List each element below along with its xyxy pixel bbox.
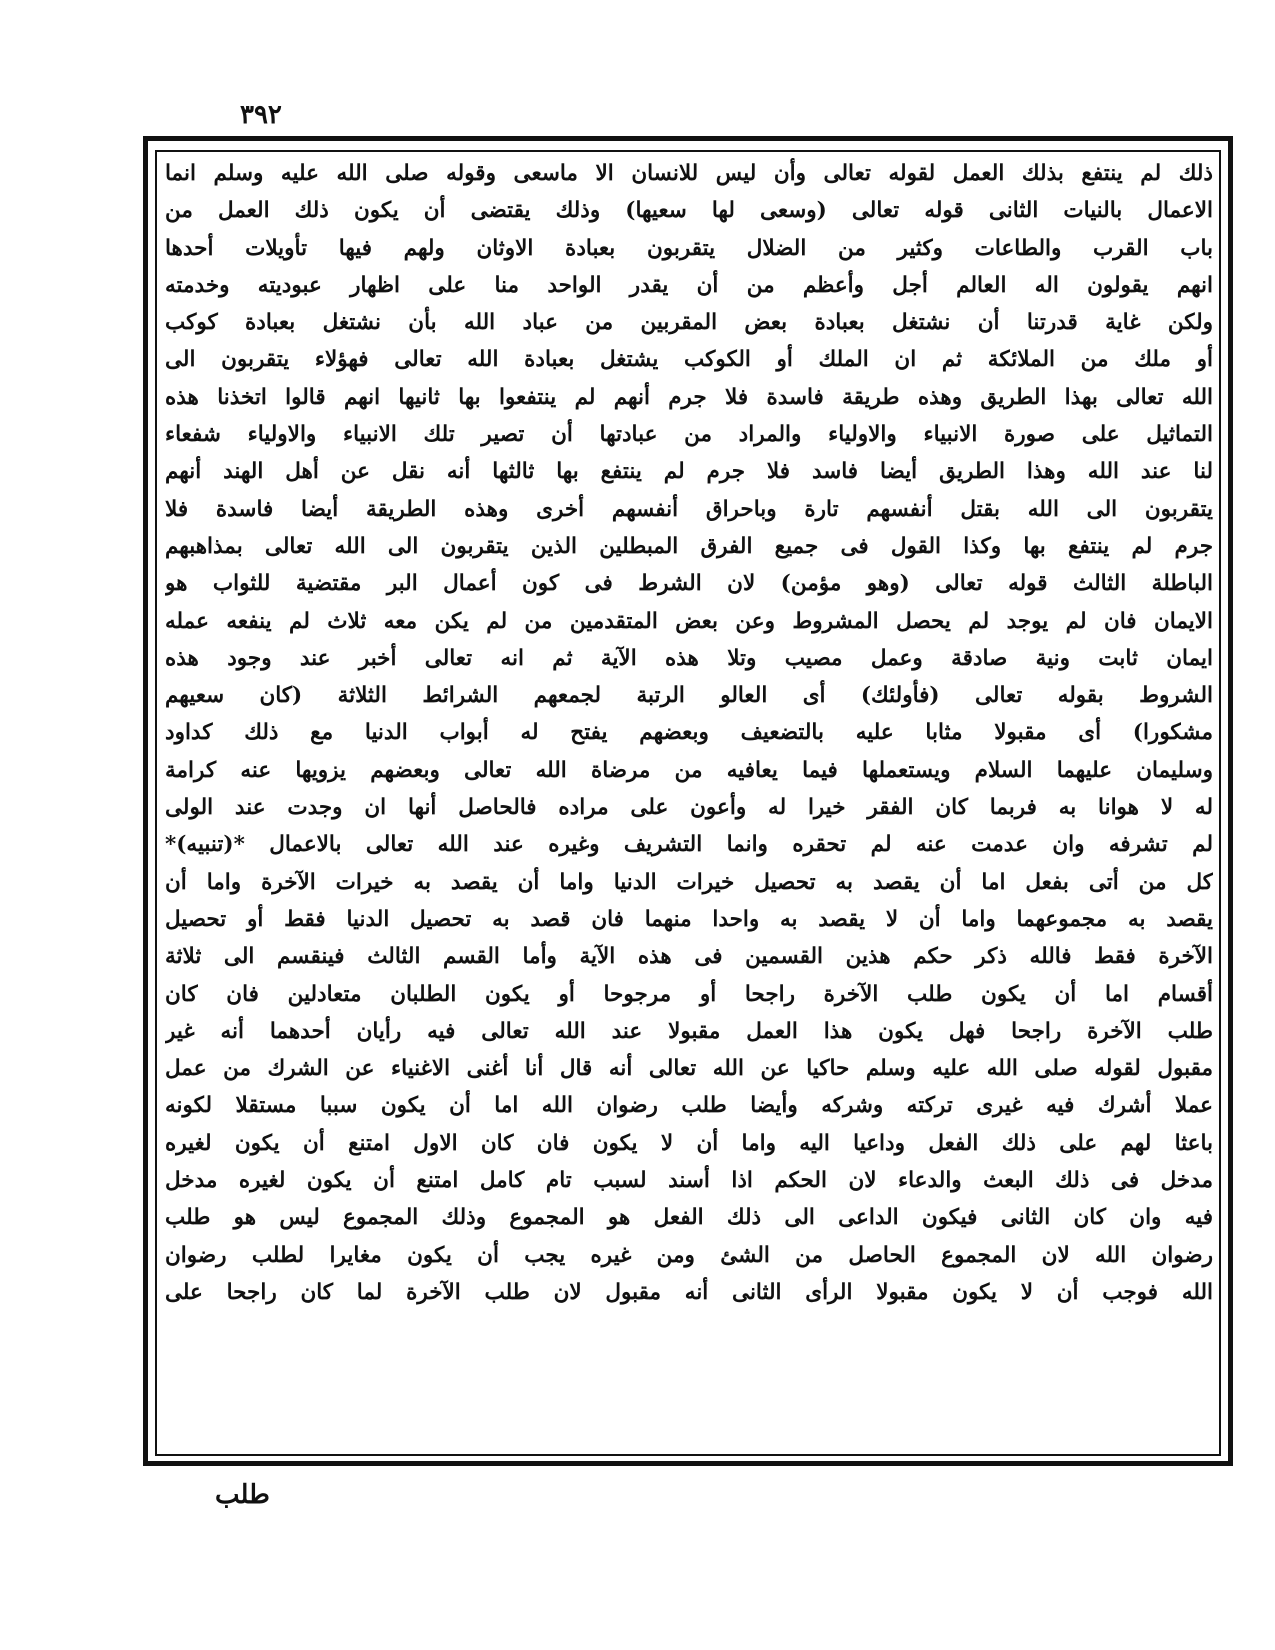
catchword: طلب — [215, 1480, 270, 1510]
text-line: الله فوجب أن لا يكون مقبولا الرأى الثانى أنه مقبول لان طلب الآخرة لما كان راجحا على — [165, 1279, 1213, 1305]
text-line: الايمان فان لم يوجد لم يحصل المشروط وعن بعض المتقدمين من لم يكن معه ثلاث لم ينفعه عمله — [165, 608, 1213, 634]
text-line: كل من أتى بفعل اما أن يقصد به تحصيل خيرات الدنيا واما أن يقصد به خيرات الآخرة واما أن — [165, 869, 1213, 895]
text-line: جرم لم ينتفع بها وكذا القول فى جميع الفرق المبطلين الذين يتقربون الى الله تعالى بمذاهبهم — [165, 533, 1213, 559]
text-line: مدخل فى ذلك البعث والدعاء لان الحكم اذا أسند لسبب تام كامل امتنع أن يكون لغيره مدخل — [165, 1168, 1213, 1194]
text-line: رضوان الله لان المجموع الحاصل من الشئ ومن غيره يجب أن يكون مغايرا لطلب رضوان — [165, 1242, 1213, 1268]
text-line: باعثا لهم على ذلك الفعل وداعيا اليه واما أن لا يكون فان كان الاول امتنع أن يكون لغيره — [165, 1130, 1213, 1156]
text-line: التماثيل على صورة الانبياء والاولياء والمراد من عبادتها أن تصير تلك الانبياء والاولياء شفعاء — [165, 422, 1213, 448]
text-line: الباطلة الثالث قوله تعالى (وهو مؤمن) لان الشرط فى كون أعمال البر مقتضية للثواب هو — [165, 571, 1213, 597]
text-line: الآخرة فقط فالله ذكر حكم هذين القسمين فى هذه الآية وأما القسم الثالث فينقسم الى ثلاثة — [165, 944, 1213, 970]
text-line: مشكورا) أى مقبولا مثابا عليه بالتضعيف وبعضهم يفتح له أبواب الدنيا مع ذلك كداود — [165, 720, 1213, 746]
text-line: له لا هوانا به فربما كان الفقر خيرا له وأعون على مراده فالحاصل أنها ان وجدت عند الولى — [165, 795, 1213, 821]
text-line: وسليمان عليهما السلام ويستعملها فيما يعافيه من مرضاة الله تعالى وبعضهم يزويها عنه كرامة — [165, 757, 1213, 783]
text-line: فيه وان كان الثانى فيكون الداعى الى ذلك الفعل هو المجموع وذلك المجموع ليس هو طلب — [165, 1205, 1213, 1231]
text-line: الله تعالى بهذا الطريق وهذه طريقة فاسدة فلا جرم أنهم لم ينتفعوا بها ثانيها انهم قالوا اتخذنا هذه — [165, 384, 1213, 410]
text-line: أقسام اما أن يكون طلب الآخرة راجحا أو مرجوحا أو يكون الطلبان متعادلين فان كان — [165, 981, 1213, 1007]
body-text — [165, 155, 1213, 1311]
page-number: ٣٩٢ — [240, 100, 282, 130]
text-line: مقبول لقوله صلى الله عليه وسلم حاكيا عن الله تعالى أنه قال أنا أغنى الاغنياء عن الشرك من عمل — [165, 1056, 1213, 1082]
text-line: انهم يقولون اله العالم أجل وأعظم من أن يقدر الواحد منا على اظهار عبوديته وخدمته — [165, 272, 1213, 298]
text-line: الاعمال بالنيات الثانى قوله تعالى (وسعى لها سعيها) وذلك يقتضى أن يكون ذلك العمل من — [165, 198, 1213, 224]
text-line: عملا أشرك فيه غيرى تركته وشركه وأيضا طلب رضوان الله اما أن يكون سببا مستقلا لكونه — [165, 1093, 1213, 1119]
text-line: ايمان ثابت ونية صادقة وعمل مصيب وتلا هذه الآية ثم انه تعالى أخبر عند وجود هذه — [165, 645, 1213, 671]
text-line: يتقربون الى الله بقتل أنفسهم تارة وباحراق أنفسهم أخرى وهذه الطريقة أيضا فاسدة فلا — [165, 496, 1213, 522]
inner-frame — [155, 150, 1221, 1456]
text-line: ذلك لم ينتفع بذلك العمل لقوله تعالى وأن ليس للانسان الا ماسعى وقوله صلى الله عليه وسلم انما — [165, 161, 1213, 186]
text-line: أو ملك من الملائكة ثم ان الملك أو الكوكب يشتغل بعبادة الله تعالى فهؤلاء يتقربون الى — [165, 347, 1213, 373]
text-line: ولكن غاية قدرتنا أن نشتغل بعبادة بعض المقربين من عباد الله بأن نشتغل بعبادة كوكب — [165, 310, 1213, 336]
text-line: الشروط بقوله تعالى (فأولئك) أى العالو الرتبة لجمعهم الشرائط الثلاثة (كان سعيهم — [165, 683, 1213, 709]
text-line: لم تشرفه وان عدمت عنه لم تحقره وانما التشريف وغيره عند الله تعالى بالاعمال *(تنبيه)* — [165, 832, 1213, 858]
text-line: طلب الآخرة راجحا فهل يكون هذا العمل مقبولا عند الله تعالى فيه رأيان أحدهما أنه غير — [165, 1018, 1213, 1044]
text-line: يقصد به مجموعهما واما أن لا يقصد به واحدا منهما فان قصد به تحصيل الدنيا فقط أو تحصيل — [165, 906, 1213, 932]
text-line: باب القرب والطاعات وكثير من الضلال يتقربون بعبادة الاوثان ولهم فيها تأويلات أحدها — [165, 235, 1213, 261]
text-line: لنا عند الله وهذا الطريق أيضا فاسد فلا جرم لم ينتفع بها ثالثها أنه نقل عن أهل الهند أنهم — [165, 459, 1213, 485]
